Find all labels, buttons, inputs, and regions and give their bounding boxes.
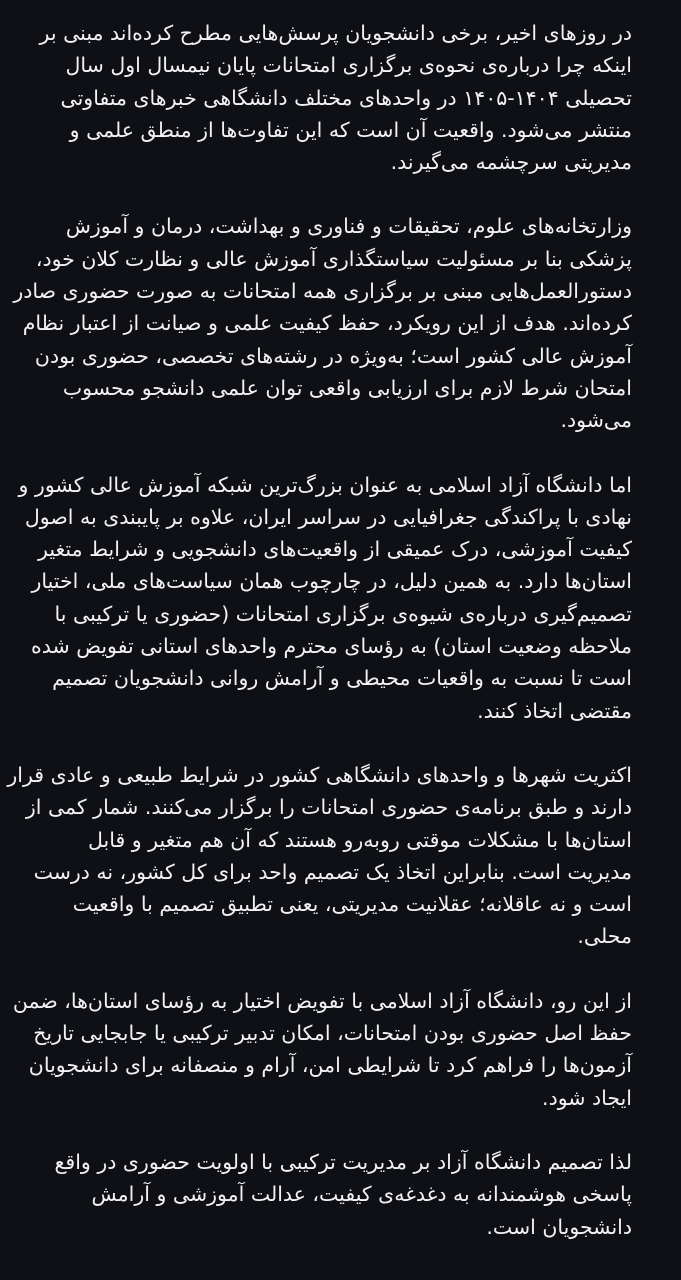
text-line: دستورالعمل‌هایی مبنی بر برگزاری همه امتحانات به صورت حضوری صادر (13, 279, 632, 304)
text-line: ایجاد شود. (542, 1085, 632, 1110)
text-line: است تا نسبت به واقعیات محیطی و آرامش روانی دانشجویان تصمیم (52, 666, 632, 691)
paragraph-azad-university (20, 469, 632, 727)
paragraph-majority-cities (7, 759, 632, 953)
text-line: تصمیم‌گیری درباره‌ی شیوه‌ی برگزاری امتحانات (حضوری یا ترکیبی با (54, 601, 632, 626)
text-line: اما دانشگاه آزاد اسلامی به عنوان بزرگ‌ترین شبکه آموزش عالی کشور و (18, 472, 632, 497)
text-line: منتشر می‌شود. واقعیت آن است که این تفاوت‌ها از منطق علمی و (69, 117, 632, 142)
text-line: پزشکی بنا بر مسئولیت سیاستگذاری آموزش عالی و نظارت کلان خود، (35, 246, 632, 271)
text-line: می‌شود. (560, 408, 632, 433)
text-line: ملاحظه وضعیت استان) به رؤسای محترم واحدهای استانی تفویض شده (31, 634, 632, 659)
text-line: تحصیلی ۱۴۰۴-۱۴۰۵ در واحدهای مختلف دانشگاهی خبرهای متفاوتی (60, 85, 632, 110)
article-body (7, 17, 632, 1275)
text-line: مقتضی اتخاذ کنند. (477, 698, 632, 723)
text-line: دارند و طبق برنامه‌ی حضوری امتحانات را برگزار می‌کنند. شمار کمی از (25, 795, 632, 820)
paragraph-conclusion (20, 1146, 632, 1243)
paragraph-ministries (13, 210, 632, 436)
text-line: حفظ اصل حضوری بودن امتحانات، امکان تدبیر ترکیبی یا جابجایی تاریخ (33, 1021, 632, 1046)
text-line: مدیریتی سرچشمه می‌گیرند. (390, 150, 632, 175)
text-line: آموزش عالی کشور است؛ به‌ویژه در رشته‌های تخصصی، حضوری بودن (34, 343, 632, 368)
text-line: است و نه عاقلانه؛ عقلانیت مدیریتی، یعنی تطبیق تصمیم با واقعیت (72, 892, 632, 917)
text-line: در روزهای اخیر، برخی دانشجویان پرسش‌هایی مطرح کرده‌اند مبنی بر (39, 21, 632, 45)
text-line: پاسخی هوشمندانه به دغدغه‌ی کیفیت، عدالت آموزشی و آرامش (91, 1182, 632, 1207)
text-line: از این رو، دانشگاه آزاد اسلامی با تفویض اختیار به رؤسای استان‌ها، ضمن (12, 988, 632, 1013)
text-line: استان‌ها دارد. به همین دلیل، در چارچوب همان سیاست‌های ملی، اختیار (31, 569, 632, 594)
text-line: دانشجویان است. (486, 1214, 632, 1239)
text-line: اکثریت شهرها و واحدهای دانشگاهی کشور در شرایط طبیعی و عادی قرار (7, 762, 632, 787)
text-line: آزمون‌ها را فراهم کرد تا شرایطی امن، آرام و منصفانه برای دانشجویان (28, 1053, 632, 1078)
text-line: نهادی با پراکندگی جغرافیایی در سراسر ایران، علاوه بر پایبندی به اصول (24, 504, 632, 529)
paragraph-intro (20, 17, 632, 178)
text-line: امتحان شرط لازم برای ارزیابی واقعی توان علمی دانشجو محسوب (62, 375, 632, 400)
text-line: وزارتخانه‌های علوم، تحقیقات و فناوری و بهداشت، درمان و آموزش (65, 214, 632, 239)
text-line: محلی. (577, 924, 632, 949)
text-line: اینکه چرا درباره‌ی نحوه‌ی برگزاری امتحانات پایان نیمسال اول سال (65, 53, 632, 78)
text-line: مدیریت است. بنابراین اتخاذ یک تصمیم واحد برای کل کشور، نه درست (33, 859, 632, 884)
text-line: استان‌ها با مشکلات موقتی روبه‌رو هستند که آن هم متغیر و قابل (87, 827, 632, 852)
paragraph-delegation (12, 985, 632, 1114)
text-line: لذا تصمیم دانشگاه آزاد بر مدیریت ترکیبی با اولویت حضوری در واقع (54, 1149, 632, 1174)
text-line: کیفیت آموزشی، درک عمیقی از واقعیت‌های دانشجویی و شرایط متغیر (38, 537, 632, 562)
text-line: کرده‌اند. هدف از این رویکرد، حفظ کیفیت علمی و صیانت از اعتبار نظام (22, 311, 632, 336)
